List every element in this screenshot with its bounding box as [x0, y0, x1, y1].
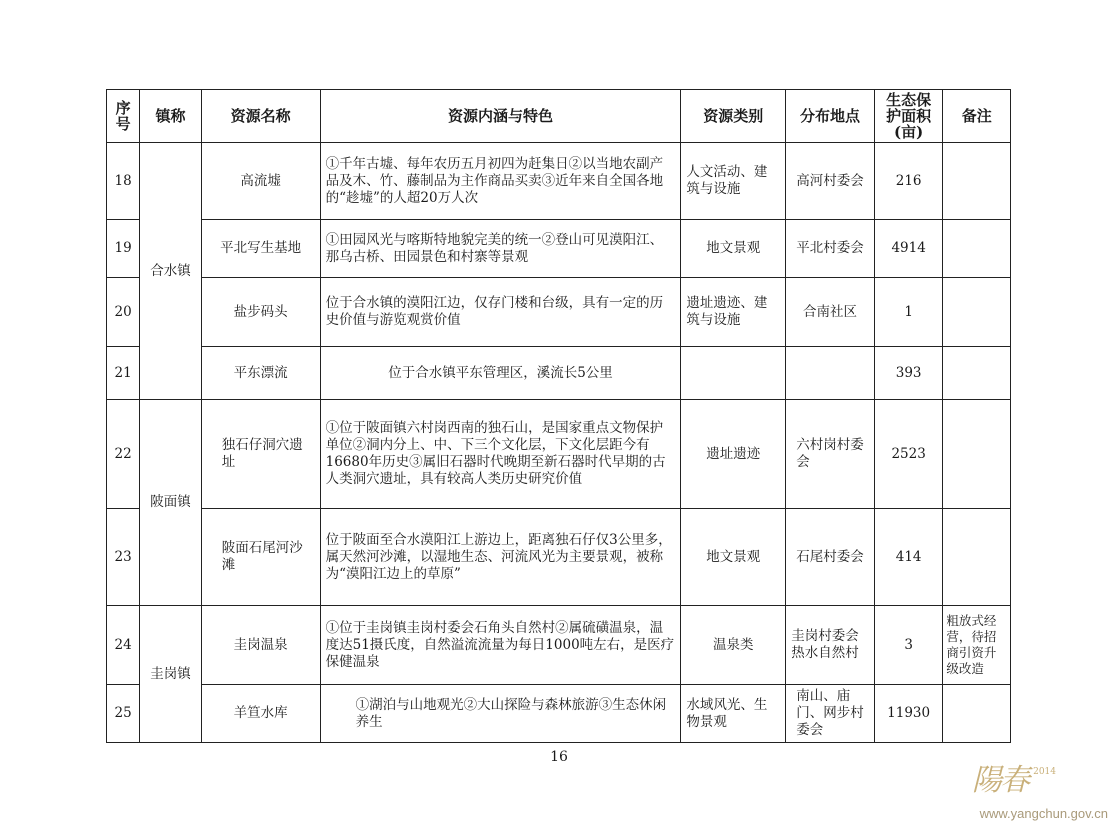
- cell-note: [943, 278, 1011, 347]
- cell-content: ①田园风光与喀斯特地貌完美的统一②登山可见漠阳江、那乌古桥、田园景色和村寨等景观: [320, 220, 681, 278]
- cell-seq: 18: [107, 143, 140, 220]
- watermark: [908, 755, 1108, 821]
- cell-content: 位于陂面至合水漠阳江上游边上，距离独石仔仅3公里多，属天然河沙滩，以湿地生态、河流风光为主要景观，被称为“漠阳江边上的草原”: [320, 509, 681, 606]
- header-area: 生态保护面积(亩): [874, 90, 943, 143]
- cell-category: 温泉类: [681, 606, 786, 685]
- cell-name: 陂面石尾河沙滩: [201, 509, 320, 606]
- cell-content: ①千年古墟、每年农历五月初四为赶集日②以当地农副产品及木、竹、藤制品为主作商品买卖③近年来自全国各地的“趁墟”的人超20万人次: [320, 143, 681, 220]
- cell-note: [943, 509, 1011, 606]
- cell-area: 216: [874, 143, 943, 220]
- cell-category: 水域风光、生物景观: [681, 685, 786, 743]
- cell-seq: 24: [107, 606, 140, 685]
- watermark-url: www.yangchun.gov.cn: [979, 806, 1108, 821]
- cell-seq: 22: [107, 400, 140, 509]
- cell-content: ①位于圭岗镇圭岗村委会石角头自然村②属硫磺温泉，温度达51摄氏度，自然溢流流量为每日1000吨左右，是医疗保健温泉: [320, 606, 681, 685]
- cell-seq: 21: [107, 347, 140, 400]
- cell-category: 地文景观: [681, 509, 786, 606]
- cell-town: 圭岗镇: [140, 606, 201, 743]
- cell-location: [786, 347, 875, 400]
- cell-note: [943, 347, 1011, 400]
- cell-seq: 19: [107, 220, 140, 278]
- header-town: 镇称: [140, 90, 201, 143]
- header-location: 分布地点: [786, 90, 875, 143]
- cell-content: 位于合水镇平东管理区，溪流长5公里: [320, 347, 681, 400]
- cell-location: 高河村委会: [786, 143, 875, 220]
- cell-location: 平北村委会: [786, 220, 875, 278]
- cell-content: ①位于陂面镇六村岗西南的独石山，是国家重点文物保护单位②洞内分上、中、下三个文化层，下文化层距今有16680年历史③属旧石器时代晚期至新石器时代早期的古人类洞穴遗址，具有较高人类历史研究价值: [320, 400, 681, 509]
- cell-seq: 25: [107, 685, 140, 743]
- cell-area: 4914: [874, 220, 943, 278]
- resource-table: [106, 89, 1011, 743]
- cell-area: 2523: [874, 400, 943, 509]
- cell-note: [943, 143, 1011, 220]
- header-name: 资源名称: [201, 90, 320, 143]
- cell-note: [943, 220, 1011, 278]
- cell-seq: 23: [107, 509, 140, 606]
- watermark-logo: 陽春: [972, 763, 1028, 798]
- table-row: [107, 143, 1011, 220]
- table-row: [107, 400, 1011, 509]
- cell-name: 独石仔洞穴遗址: [201, 400, 320, 509]
- table-row: [107, 220, 1011, 278]
- cell-note: [943, 400, 1011, 509]
- cell-category: [681, 347, 786, 400]
- cell-name: 盐步码头: [201, 278, 320, 347]
- watermark-year: 2014: [1033, 767, 1056, 777]
- cell-area: 414: [874, 509, 943, 606]
- cell-location: 圭岗村委会热水自然村: [786, 606, 875, 685]
- table-header-row: [107, 90, 1011, 143]
- header-note: 备注: [943, 90, 1011, 143]
- table-row: [107, 509, 1011, 606]
- cell-note: [943, 685, 1011, 743]
- table-row: [107, 347, 1011, 400]
- header-content: 资源内涵与特色: [320, 90, 681, 143]
- cell-town: 合水镇: [140, 143, 201, 400]
- cell-name: 平东漂流: [201, 347, 320, 400]
- cell-content: 位于合水镇的漠阳江边，仅存门楼和台级，具有一定的历史价值与游览观赏价值: [320, 278, 681, 347]
- cell-name: 平北写生基地: [201, 220, 320, 278]
- cell-category: 地文景观: [681, 220, 786, 278]
- page-number: 16: [550, 749, 568, 765]
- header-seq: 序号: [107, 90, 140, 143]
- cell-area: 11930: [874, 685, 943, 743]
- table-row: [107, 278, 1011, 347]
- cell-area: 3: [874, 606, 943, 685]
- cell-location: 南山、庙门、网步村委会: [786, 685, 875, 743]
- cell-location: 石尾村委会: [786, 509, 875, 606]
- cell-location: 六村岗村委会: [786, 400, 875, 509]
- cell-name: 羊笪水库: [201, 685, 320, 743]
- cell-location: 合南社区: [786, 278, 875, 347]
- cell-seq: 20: [107, 278, 140, 347]
- cell-name: 圭岗温泉: [201, 606, 320, 685]
- cell-area: 1: [874, 278, 943, 347]
- cell-category: 遗址遗迹: [681, 400, 786, 509]
- header-category: 资源类别: [681, 90, 786, 143]
- cell-name: 高流墟: [201, 143, 320, 220]
- cell-content: ①湖泊与山地观光②大山探险与森林旅游③生态休闲养生: [320, 685, 681, 743]
- table-row: [107, 606, 1011, 685]
- cell-note: 粗放式经营，待招商引资升级改造: [943, 606, 1011, 685]
- cell-category: 遗址遗迹、建筑与设施: [681, 278, 786, 347]
- cell-area: 393: [874, 347, 943, 400]
- table-row: [107, 685, 1011, 743]
- cell-town: 陂面镇: [140, 400, 201, 606]
- cell-category: 人文活动、建筑与设施: [681, 143, 786, 220]
